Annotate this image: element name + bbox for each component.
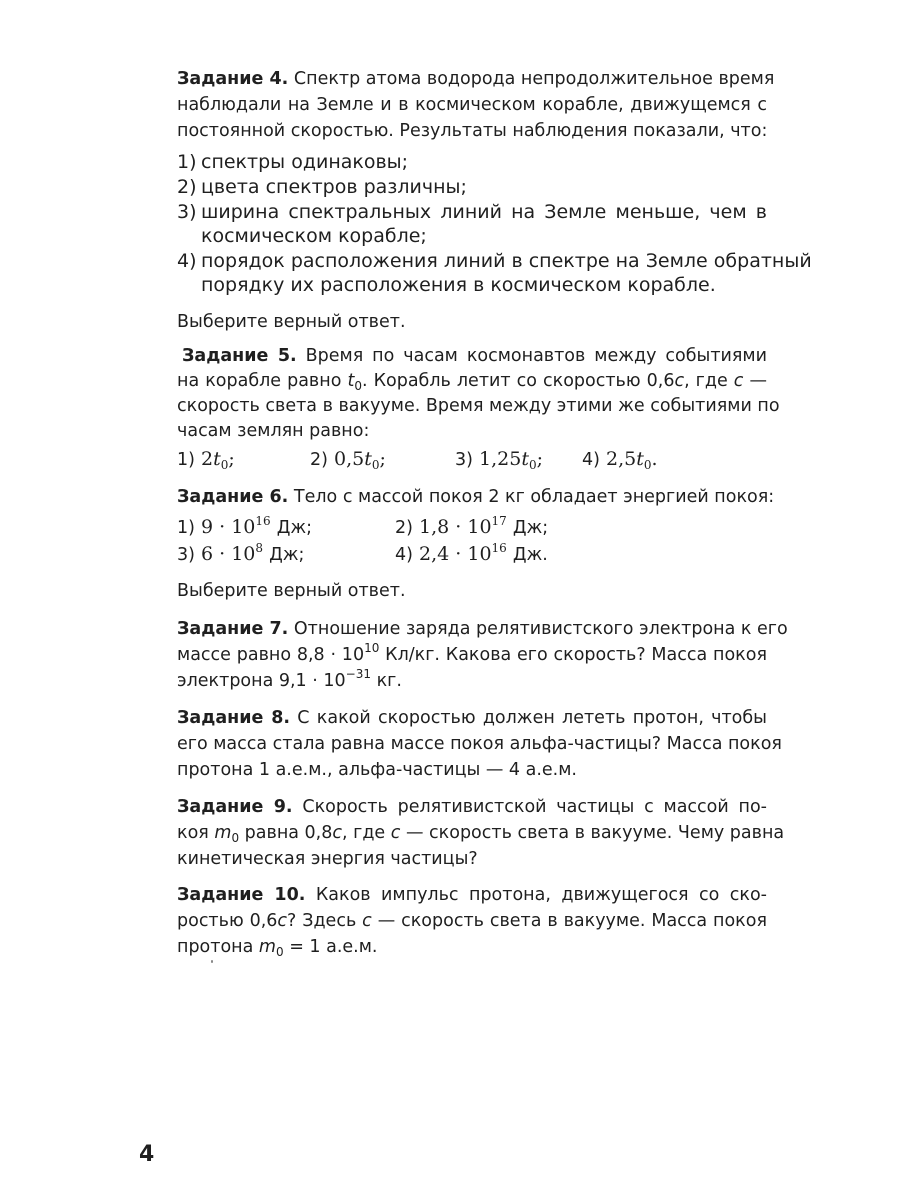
task-4-answer-prompt: Выберите верный ответ. bbox=[177, 312, 406, 332]
task-5-line-4: часам землян равно: bbox=[177, 421, 370, 441]
task-4-label: Задание 4. bbox=[177, 69, 289, 89]
task-9-label: Задание 9. bbox=[177, 797, 293, 817]
task-10-label: Задание 10. bbox=[177, 885, 306, 905]
task-4-line-3: постоянной скоростью. Результаты наблюдения показали, что: bbox=[177, 121, 768, 141]
task-4-line-1: Задание 4. Спектр атома водорода непродолжительное время bbox=[177, 69, 775, 89]
task-7-label: Задание 7. bbox=[177, 619, 289, 639]
task-6-option-3: 3) $6 \cdot 10^8$ Дж; bbox=[177, 541, 305, 565]
task-5-line-3: скорость света в вакууме. Время между этими же событиями по bbox=[177, 396, 780, 416]
task-7-line-2: массе равно $8,8 \cdot 10^{10}$ Кл/кг. Какова его скорость? Масса покоя bbox=[177, 641, 767, 665]
task-7-line-1: Задание 7. Отношение заряда релятивистского электрона к его bbox=[177, 619, 788, 639]
task-7-line-3: электрона $9,1 \cdot 10^{-31}$ кг. bbox=[177, 667, 402, 691]
task-4-option-4-text-1: порядок расположения линий в спектре на Земле обратный bbox=[201, 250, 812, 272]
task-9-line-3: кинетическая энергия частицы? bbox=[177, 849, 478, 869]
task-4-line-2: наблюдали на Земле и в космическом корабле, движущемся с bbox=[177, 95, 767, 115]
task-5-option-4: 4) $2,5t_0$. bbox=[582, 448, 658, 472]
task-6-option-1: 1) $9 \cdot 10^{16}$ Дж; bbox=[177, 514, 313, 538]
task-4-option-2-num: 2) bbox=[177, 176, 197, 198]
task-5-label: Задание 5. bbox=[182, 346, 297, 366]
task-6-option-4: 4) $2,4 \cdot 10^{16}$ Дж. bbox=[395, 541, 548, 565]
task-6-line-1: Задание 6. Тело с массой покоя 2 кг обладает энергией покоя: bbox=[177, 487, 775, 507]
task-5-line-1: Задание 5. Время по часам космонавтов между событиями bbox=[182, 346, 767, 366]
task-4-option-3-text-2: космическом корабле; bbox=[201, 225, 427, 247]
task-4-option-3-num: 3) bbox=[177, 201, 197, 223]
task-6-label: Задание 6. bbox=[177, 487, 289, 507]
task-8-line-2: его масса стала равна массе покоя альфа-частицы? Масса покоя bbox=[177, 734, 782, 754]
task-5-line-2: на корабле равно $t_0$. Корабль летит со скоростью 0,6c, где c — bbox=[177, 371, 767, 393]
task-4-option-1-num: 1) bbox=[177, 151, 197, 173]
task-8-label: Задание 8. bbox=[177, 708, 291, 728]
task-4-option-4-num: 4) bbox=[177, 250, 197, 272]
task-10-line-2: ростью 0,6c? Здесь c — скорость света в вакууме. Масса покоя bbox=[177, 911, 767, 931]
task-4-option-2-text: цвета спектров различны; bbox=[201, 176, 467, 198]
task-5-option-2: 2) $0,5t_0$; bbox=[310, 448, 386, 472]
task-8-line-1: Задание 8. С какой скоростью должен лететь протон, чтобы bbox=[177, 708, 767, 728]
task-10-line-1: Задание 10. Каков импульс протона, движущегося со ско- bbox=[177, 885, 767, 905]
task-5-option-1: 1) $2t_0$; bbox=[177, 448, 235, 472]
task-10-line-3: протона $m_0 = 1$ а.е.м. bbox=[177, 937, 378, 959]
print-speck bbox=[211, 960, 213, 963]
task-5-option-3: 3) $1,25t_0$; bbox=[455, 448, 544, 472]
task-9-line-1: Задание 9. Скорость релятивистской частицы с массой по- bbox=[177, 797, 767, 817]
task-6-answer-prompt: Выберите верный ответ. bbox=[177, 581, 406, 601]
task-6-option-2: 2) $1,8 \cdot 10^{17}$ Дж; bbox=[395, 514, 549, 538]
task-8-line-3: протона 1 а.е.м., альфа-частицы — 4 а.е.м. bbox=[177, 760, 577, 780]
task-4-option-3-text-1: ширина спектральных линий на Земле меньше, чем в bbox=[201, 201, 767, 223]
page-number: 4 bbox=[139, 1142, 155, 1167]
task-4-option-1-text: спектры одинаковы; bbox=[201, 151, 409, 173]
task-4-option-4-text-2: порядку их расположения в космическом корабле. bbox=[201, 274, 716, 296]
task-9-line-2: коя $m_0$ равна 0,8c, где c — скорость света в вакууме. Чему равна bbox=[177, 823, 785, 845]
